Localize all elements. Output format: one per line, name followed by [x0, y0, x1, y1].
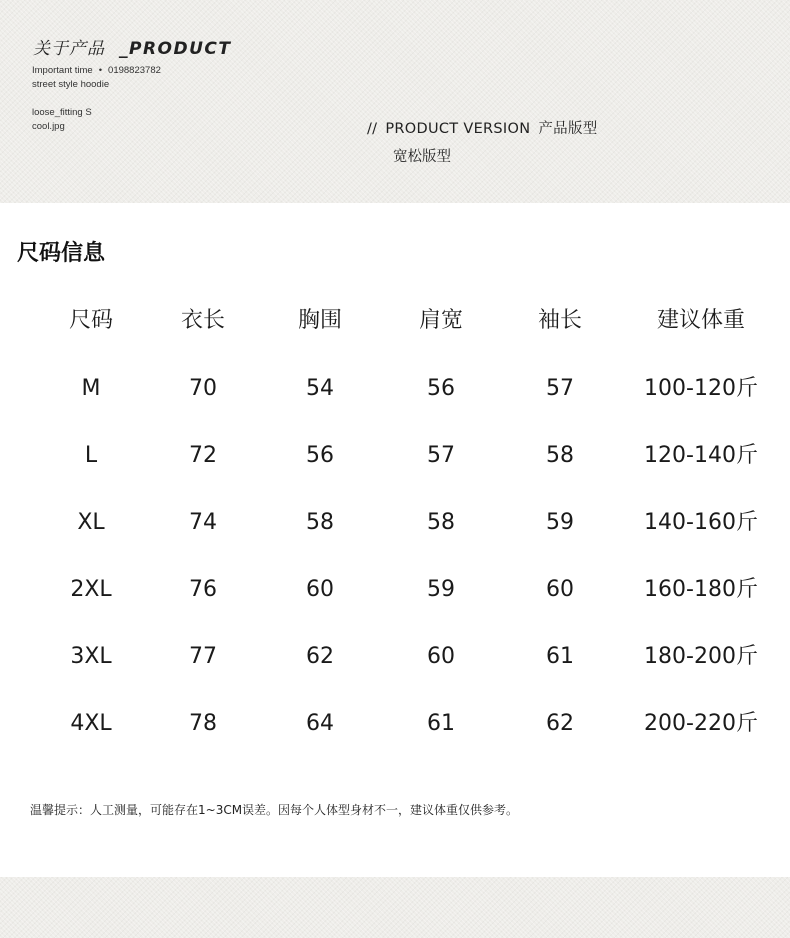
cell-chest: 54	[306, 376, 334, 401]
cell-length: 74	[189, 510, 217, 535]
cell-sleeve: 59	[546, 510, 574, 535]
cell-shoulder: 56	[427, 376, 455, 401]
cell-size: XL	[77, 510, 105, 535]
cell-chest: 62	[306, 644, 334, 669]
meta-fit: loose_fitting S	[32, 107, 92, 118]
cell-weight: 160-180斤	[644, 577, 758, 602]
cell-chest: 58	[306, 510, 334, 535]
version-cn: 产品版型	[538, 121, 598, 137]
cell-size: L	[84, 443, 98, 468]
cell-chest: 56	[306, 443, 334, 468]
cell-size: M	[81, 376, 101, 401]
cell-length: 72	[189, 443, 217, 468]
version-en: PRODUCT VERSION	[385, 121, 531, 137]
cell-length: 78	[189, 711, 217, 736]
meta-file: cool.jpg	[32, 121, 65, 132]
meta-label: Important time	[32, 65, 93, 76]
cell-weight: 100-120斤	[644, 376, 758, 401]
table-row	[0, 704, 790, 744]
table-row	[0, 503, 790, 543]
header-shoulder: 肩宽	[418, 308, 464, 333]
cell-length: 77	[189, 644, 217, 669]
cell-shoulder: 61	[427, 711, 455, 736]
brand-title	[33, 34, 232, 59]
cell-sleeve: 57	[546, 376, 574, 401]
cell-shoulder: 57	[427, 443, 455, 468]
cell-weight: 120-140斤	[644, 443, 758, 468]
cell-shoulder: 60	[427, 644, 455, 669]
fit-type: 宽松版型	[393, 149, 451, 165]
meta-value: 0198823782	[108, 65, 161, 76]
meta-important-time	[32, 65, 161, 76]
product-version	[367, 117, 598, 138]
header-size: 尺码	[68, 308, 114, 333]
cell-weight: 180-200斤	[644, 644, 758, 669]
cell-length: 70	[189, 376, 217, 401]
cell-shoulder: 59	[427, 577, 455, 602]
brand-title-en: _PRODUCT	[119, 39, 232, 59]
header-banner	[0, 0, 790, 203]
cell-sleeve: 60	[546, 577, 574, 602]
meta-style: street style hoodie	[32, 79, 110, 90]
measurement-note: 温馨提示：人工测量，可能存在1~3CM误差。因每个人体型身材不一，建议体重仅供参考。	[30, 803, 519, 817]
table-row	[0, 570, 790, 610]
version-slash: //	[367, 121, 378, 137]
table-header-row	[0, 301, 790, 341]
cell-size: 3XL	[70, 644, 112, 669]
cell-size: 2XL	[70, 577, 112, 602]
header-sleeve: 袖长	[537, 308, 583, 333]
cell-sleeve: 61	[546, 644, 574, 669]
cell-weight: 200-220斤	[644, 711, 758, 736]
footer-banner	[0, 877, 790, 938]
cell-length: 76	[189, 577, 217, 602]
header-length: 衣长	[180, 308, 226, 333]
table-row	[0, 637, 790, 677]
bullet-dot: •	[98, 65, 103, 76]
table-row	[0, 369, 790, 409]
cell-shoulder: 58	[427, 510, 455, 535]
cell-sleeve: 58	[546, 443, 574, 468]
brand-title-cn: 关于产品	[33, 39, 105, 59]
cell-size: 4XL	[70, 711, 112, 736]
cell-chest: 60	[306, 577, 334, 602]
cell-sleeve: 62	[546, 711, 574, 736]
header-weight: 建议体重	[656, 308, 746, 333]
table-row	[0, 436, 790, 476]
header-chest: 胸围	[297, 308, 343, 333]
cell-weight: 140-160斤	[644, 510, 758, 535]
cell-chest: 64	[306, 711, 334, 736]
size-info-title: 尺码信息	[17, 241, 106, 266]
